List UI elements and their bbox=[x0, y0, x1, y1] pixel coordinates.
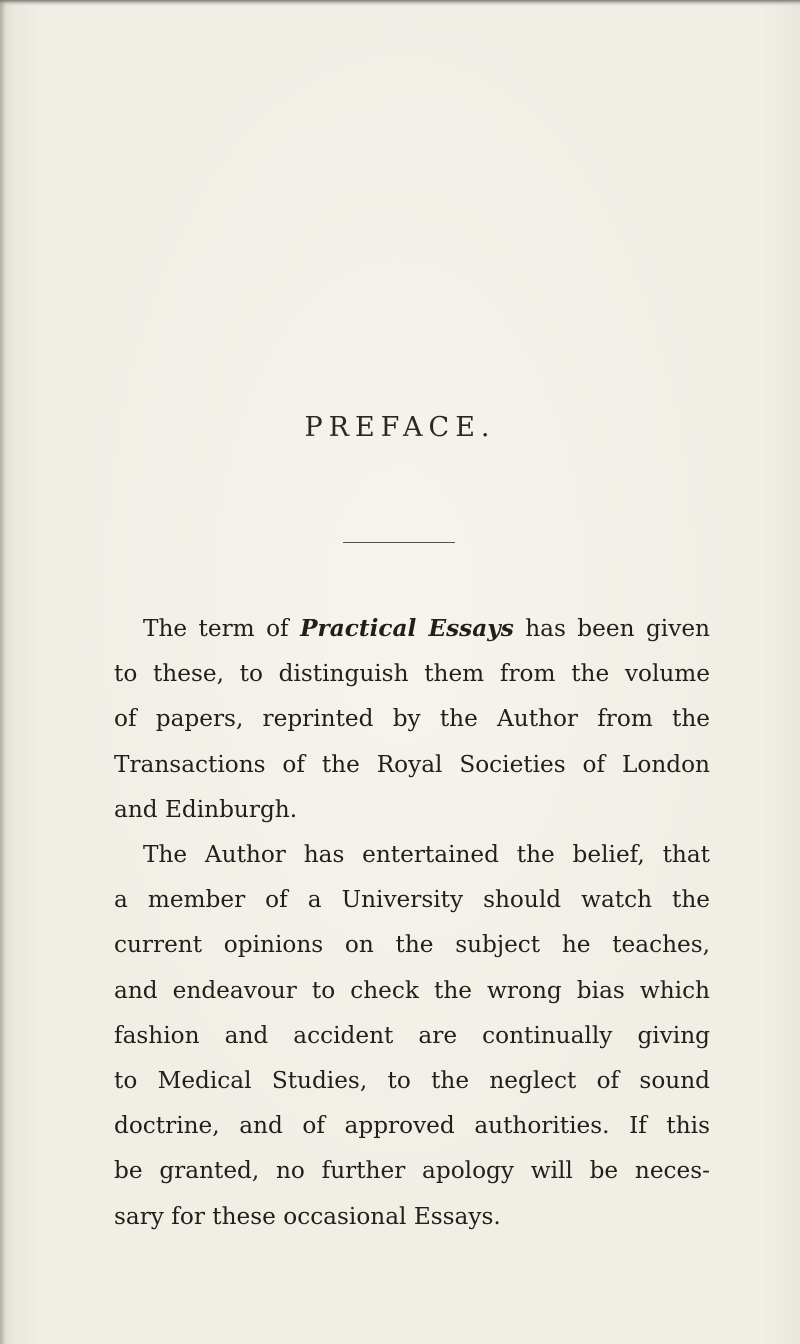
paragraph-2-line-9: sary for these occasional Essays. bbox=[114, 1202, 501, 1230]
preface-body bbox=[114, 606, 710, 1239]
italic-title: Practical Essays bbox=[300, 615, 514, 642]
page-top-edge bbox=[0, 0, 800, 6]
preface-heading: PREFACE. bbox=[304, 412, 496, 443]
paragraph-1-line-3: of papers, reprinted by the Author from the bbox=[114, 705, 710, 733]
paragraph-2-line-2: a member of a University should watch the bbox=[114, 886, 710, 914]
paragraph-1-line-1 bbox=[114, 606, 710, 651]
paragraph-2-line-1: The Author has entertained the belief, that bbox=[143, 841, 710, 869]
text-run: has been given bbox=[513, 615, 710, 642]
text-run: The term of bbox=[143, 615, 301, 642]
paragraph-2-line-7: doctrine, and of approved authorities. If this bbox=[114, 1112, 710, 1140]
paragraph-2-line-4: and endeavour to check the wrong bias which bbox=[114, 976, 710, 1004]
heading-rule bbox=[343, 542, 455, 543]
paragraph-2-line-3: current opinions on the subject he teaches, bbox=[114, 931, 710, 959]
paragraph-2-line-6: to Medical Studies, to the neglect of sound bbox=[114, 1067, 710, 1095]
paragraph-2-line-8: be granted, no further apology will be neces- bbox=[114, 1157, 710, 1185]
paragraph-1-line-5: and Edinburgh. bbox=[114, 795, 298, 823]
paragraph-2-line-5: fashion and accident are continually giving bbox=[114, 1021, 710, 1049]
page-gutter-shadow bbox=[0, 0, 6, 1344]
paragraph-1-line-2: to these, to distinguish them from the volume bbox=[114, 660, 710, 688]
paragraph-1-line-4: Transactions of the Royal Societies of London bbox=[114, 750, 710, 778]
